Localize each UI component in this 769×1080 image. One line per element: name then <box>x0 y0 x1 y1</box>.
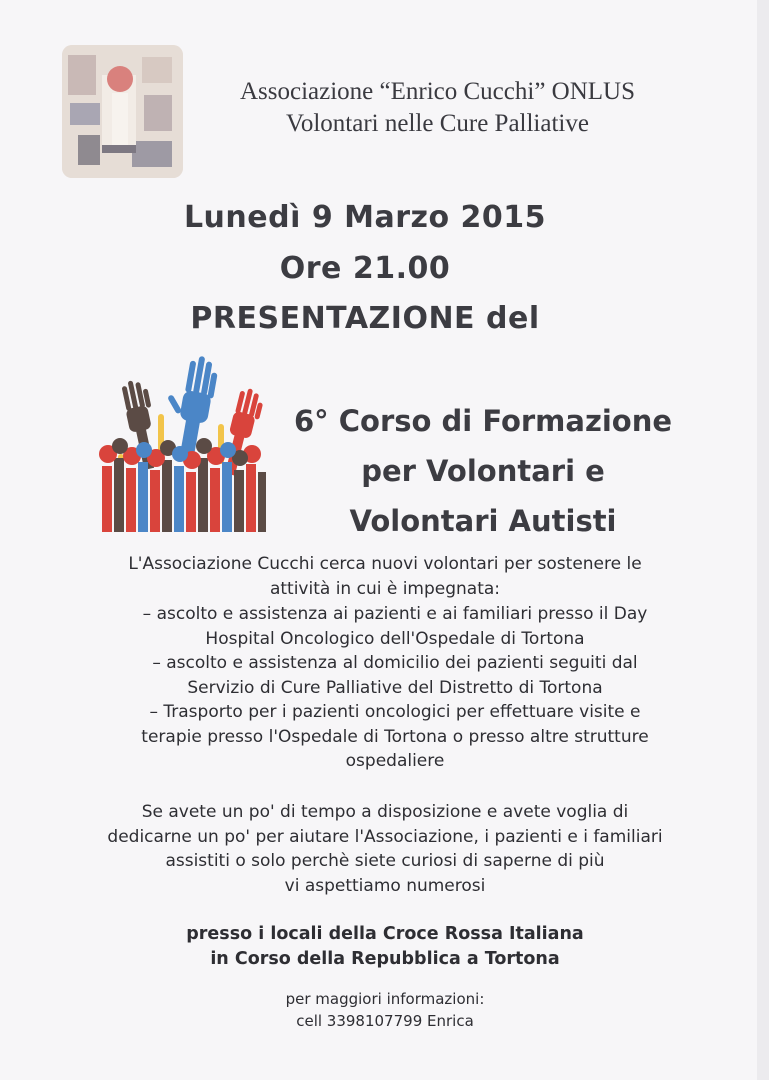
activity-line: Hospital Oncologico dell'Ospedale di Tortona <box>205 628 585 649</box>
course-title <box>278 396 688 546</box>
activity-line: terapie presso l'Ospedale di Tortona o presso altre strutture <box>141 726 649 747</box>
association-subtitle: Volontari nelle Cure Palliative <box>286 110 589 137</box>
activity-line: – ascolto e assistenza ai pazienti e ai familiari presso il Day <box>142 604 648 624</box>
event-date: Lunedì 9 Marzo 2015 <box>183 200 547 235</box>
invitation-line: dedicarne un po' per aiutare l'Associazione, i pazienti e i familiari <box>107 826 663 847</box>
activity-line: Servizio di Cure Palliative del Distretto di Tortona <box>187 677 603 698</box>
contact-label: per maggiori informazioni: <box>285 990 485 1008</box>
invitation-line: Se avete un po' di tempo a disposizione e avete voglia di <box>141 802 629 822</box>
course-title-line: 6° Corso di Formazione <box>293 404 673 438</box>
page-edge <box>757 0 769 1080</box>
intro-line: L'Associazione Cucchi cerca nuovi volontari per sostenere le <box>128 554 642 574</box>
intro-paragraph <box>40 552 730 601</box>
course-title-line: Volontari Autisti <box>349 504 617 538</box>
association-logo <box>62 45 183 178</box>
activity-item <box>60 700 730 774</box>
invitation-paragraph <box>40 800 730 898</box>
venue-line: presso i locali della Croce Rossa Italiana <box>186 924 584 944</box>
presentation-heading: PRESENTAZIONE del <box>190 301 540 336</box>
contact-block <box>160 988 610 1032</box>
activity-line: – Trasporto per i pazienti oncologici per effettuare visite e <box>149 702 641 722</box>
association-header <box>185 76 690 140</box>
activity-item <box>60 651 730 700</box>
activity-item <box>60 602 730 651</box>
activity-line: ospedaliere <box>345 751 445 771</box>
raised-hands-illustration <box>98 354 270 534</box>
invitation-line: vi aspettiamo numerosi <box>284 875 486 896</box>
contact-phone: cell 3398107799 Enrica <box>296 1012 474 1030</box>
venue-line: in Corso della Repubblica a Tortona <box>210 949 560 969</box>
event-time: Ore 21.00 <box>279 251 451 286</box>
course-title-line: per Volontari e <box>361 454 605 488</box>
venue-block <box>60 922 710 972</box>
invitation-line: assistiti o solo perchè siete curiosi di saperne di più <box>165 851 605 871</box>
activities-list <box>60 602 730 774</box>
intro-line: attività in cui è impegnata: <box>269 578 501 599</box>
activity-line: – ascolto e assistenza al domicilio dei pazienti seguiti dal <box>152 653 638 673</box>
association-name: Associazione “Enrico Cucchi” ONLUS <box>239 78 636 105</box>
